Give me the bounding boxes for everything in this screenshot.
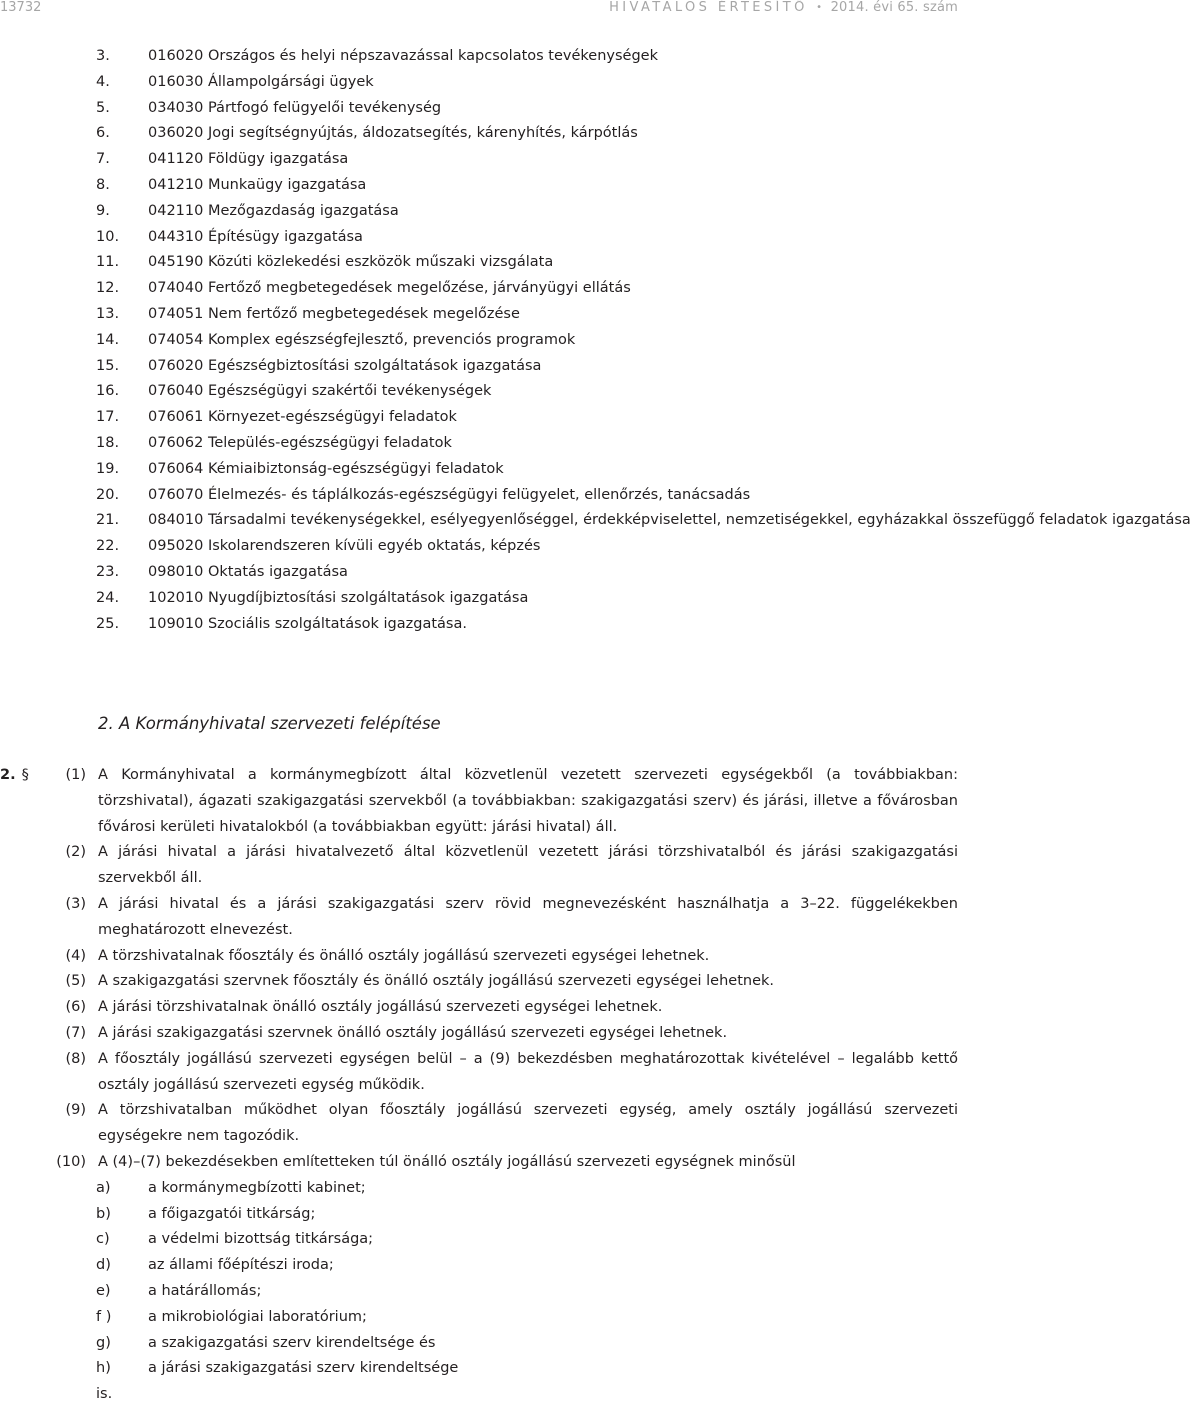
paragraph-text: A (4)–(7) bekezdésekben említetteken túl önálló osztály jogállású szervezeti egységnek minősül [98, 1153, 796, 1170]
list-item-number: 21. [96, 512, 120, 529]
list-item-text: 098010 Oktatás igazgatása [148, 563, 348, 580]
list-item-text: 074051 Nem fertőző megbetegedések megelőzése [148, 305, 520, 322]
list-item-text: 016030 Állampolgársági ügyek [148, 73, 374, 90]
paragraph-clause-number: (4) [65, 947, 86, 964]
list-item-text: 074040 Fertőző megbetegedések megelőzése, járványügyi ellátás [148, 280, 631, 297]
list-item [0, 586, 960, 612]
list-item-number: 17. [96, 409, 120, 426]
list-item-text: 095020 Iskolarendszeren kívüli egyéb oktatás, képzés [148, 538, 541, 555]
list-item-number: 22. [96, 538, 120, 555]
list-item-number: 16. [96, 383, 120, 400]
list-item-text: 076061 Környezet-egészségügyi feladatok [148, 409, 457, 426]
list-item-number: 15. [96, 357, 120, 374]
paragraph-clause-number: (10) [56, 1153, 86, 1170]
list-item-number: 4. [96, 73, 110, 90]
paragraph-text: A Kormányhivatal a kormánymegbízott által közvetlenül vezetett szervezeti egységekből (a továbbiakban: törzshivatal), ágazati szakigazgatási szervekből (a továbbiakban: szakigazgatási szerv) és járási, illetve a fővárosban fővárosi kerületi hivatalokból (a továbbiakban együtt: járási hivatal) áll. [98, 767, 958, 835]
paragraph-clause-number: (8) [65, 1050, 86, 1067]
list-item [0, 173, 960, 199]
list-item-number: 18. [96, 434, 120, 451]
list-item-text: 084010 Társadalmi tevékenységekkel, esélyegyenlőséggel, érdekképviselettel, nemzetiségekkel, egyházakkal összefüggő feladatok igazgatása [148, 512, 1191, 529]
sub-item-text: a főigazgatói titkárság; [148, 1205, 316, 1222]
sub-item-text: a mikrobiológiai laboratórium; [148, 1308, 367, 1325]
sub-item-letter: a) [96, 1179, 111, 1196]
list-item-text: 102010 Nyugdíjbiztosítási szolgáltatások igazgatása [148, 589, 529, 606]
list-item [0, 508, 1191, 534]
section-sign: § [21, 767, 29, 783]
page-header [0, 0, 960, 22]
list-item-number: 24. [96, 589, 120, 606]
list-item [0, 612, 960, 638]
publication-name: HIVATALOS ÉRTESÍTŐ [609, 0, 808, 15]
list-item-text: 016020 Országos és helyi népszavazással kapcsolatos tevékenységek [148, 48, 658, 64]
sub-item-letter: d) [96, 1257, 111, 1274]
paragraph-clause-number: (2) [65, 844, 86, 861]
list-item [0, 96, 960, 122]
list-item-text: 076040 Egészségügyi szakértői tevékenységek [148, 383, 492, 400]
list-item-number: 19. [96, 460, 120, 477]
paragraph [0, 840, 960, 892]
paragraph [0, 1150, 960, 1176]
sub-item-text: az állami főépítészi iroda; [148, 1257, 334, 1274]
paragraph [0, 892, 960, 944]
paragraph-clause-number: (6) [65, 999, 86, 1016]
list-item-text: 041210 Munkaügy igazgatása [148, 176, 367, 193]
list-item-number: 11. [96, 254, 120, 271]
paragraph [0, 969, 960, 995]
list-item [0, 457, 960, 483]
paragraph-text: A járási hivatal és a járási szakigazgatási szerv rövid megnevezésként használhatja a 3–22. függelékekben meghatározott elnevezést. [98, 895, 958, 938]
paragraph-number: 2. [0, 767, 16, 783]
paragraph-clause-number: (1) [65, 767, 86, 783]
list-item [0, 534, 960, 560]
sub-item [0, 1356, 960, 1382]
paragraph-clause-number: (3) [65, 895, 86, 912]
paragraph-text: A járási szakigazgatási szervnek önálló osztály jogállású szervezeti egységei lehetnek. [98, 1024, 728, 1041]
paragraph [0, 995, 960, 1021]
sub-item [0, 1279, 960, 1305]
list-item-text: 045190 Közúti közlekedési eszközök műszaki vizsgálata [148, 254, 554, 271]
paragraph-text: A járási törzshivatalnak önálló osztály jogállású szervezeti egységei lehetnek. [98, 999, 663, 1016]
sub-item [0, 1202, 960, 1228]
sub-item-text: a járási szakigazgatási szerv kirendeltsége [148, 1360, 459, 1377]
paragraph-text: A törzshivatalban működhet olyan főosztály jogállású szervezeti egység, amely osztály jogállású szervezeti egységekre nem tagozódik. [98, 1102, 958, 1145]
list-item-text: 074054 Komplex egészségfejlesztő, prevenciós programok [148, 331, 576, 348]
section-title: 2. A Kormányhivatal szervezeti felépítése [98, 714, 441, 733]
list-item-number: 10. [96, 228, 120, 245]
list-item [0, 302, 960, 328]
sub-item [0, 1227, 960, 1253]
list-item [0, 560, 960, 586]
list-item [0, 354, 960, 380]
list-item-text: 076064 Kémiaibiztonság-egészségügyi feladatok [148, 460, 504, 477]
list-item-text: 076070 Élelmezés- és táplálkozás-egészségügyi felügyelet, ellenőrzés, tanácsadás [148, 486, 751, 503]
separator-bullet: • [816, 2, 823, 13]
list-item [0, 121, 960, 147]
list-item [0, 328, 960, 354]
paragraph-body [0, 763, 960, 1408]
list-item-number: 7. [96, 151, 110, 168]
list-item-text: 044310 Építésügy igazgatása [148, 228, 363, 245]
list-item [0, 379, 960, 405]
paragraph-clause-number: (9) [65, 1102, 86, 1119]
list-item-text: 036020 Jogi segítségnyújtás, áldozatsegítés, kárenyhítés, kárpótlás [148, 125, 638, 142]
sub-item-letter: f ) [96, 1308, 112, 1325]
paragraph [0, 1021, 960, 1047]
paragraph-text: A törzshivatalnak főosztály és önálló osztály jogállású szervezeti egységei lehetnek. [98, 947, 710, 964]
list-item [0, 276, 960, 302]
list-item-number: 23. [96, 563, 120, 580]
paragraph [0, 763, 960, 840]
sub-item [0, 1176, 960, 1202]
list-item-text: 042110 Mezőgazdaság igazgatása [148, 202, 399, 219]
list-item-text: 109010 Szociális szolgáltatások igazgatása. [148, 615, 467, 632]
list-item-number: 13. [96, 305, 120, 322]
sub-item-letter: h) [96, 1360, 111, 1377]
paragraph [0, 1047, 960, 1099]
paragraph-clause-number: (5) [65, 973, 86, 990]
list-item-number: 12. [96, 280, 120, 297]
issue-number: 2014. évi 65. szám [830, 0, 958, 15]
page-number: 13732 [0, 0, 42, 15]
sub-item-text: a védelmi bizottság titkársága; [148, 1231, 374, 1248]
list-item [0, 483, 960, 509]
sub-item-letter: g) [96, 1334, 111, 1351]
closing-text: is. [96, 1386, 113, 1403]
sub-item [0, 1305, 960, 1331]
list-item-text: 076062 Település-egészségügyi feladatok [148, 434, 452, 451]
gazette-title [609, 0, 958, 16]
paragraph [0, 944, 960, 970]
paragraph-clause-number: (7) [65, 1024, 86, 1041]
list-item-number: 8. [96, 176, 110, 193]
list-item [0, 70, 960, 96]
list-item-number: 3. [96, 48, 110, 64]
sub-item-letter: c) [96, 1231, 110, 1248]
paragraph [0, 1098, 960, 1150]
list-item-text: 034030 Pártfogó felügyelői tevékenység [148, 99, 442, 116]
list-item [0, 250, 960, 276]
function-list [0, 44, 1191, 637]
list-item [0, 225, 960, 251]
sub-item-text: a kormánymegbízotti kabinet; [148, 1179, 366, 1196]
list-item-number: 5. [96, 99, 110, 116]
paragraph-text: A járási hivatal a járási hivatalvezető által közvetlenül vezetett járási törzshivatalból és járási szakigazgatási szervekből áll. [98, 844, 958, 887]
sub-item-letter: b) [96, 1205, 111, 1222]
sub-item [0, 1331, 960, 1357]
sub-item-letter: e) [96, 1282, 111, 1299]
list-item-number: 25. [96, 615, 120, 632]
list-item [0, 44, 960, 70]
list-item [0, 199, 960, 225]
sub-item-text: a határállomás; [148, 1282, 262, 1299]
paragraph-text: A szakigazgatási szervnek főosztály és önálló osztály jogállású szervezeti egységei lehetnek. [98, 973, 774, 990]
list-item [0, 431, 960, 457]
sub-item [0, 1253, 960, 1279]
list-item [0, 147, 960, 173]
paragraph-text: A főosztály jogállású szervezeti egységen belül – a (9) bekezdésben meghatározottak kivételével – legalább kettő osztály jogállású szervezeti egység működik. [98, 1050, 958, 1093]
list-item-number: 14. [96, 331, 120, 348]
list-item-number: 9. [96, 202, 110, 219]
list-item [0, 405, 960, 431]
list-item-number: 20. [96, 486, 120, 503]
list-item-text: 041120 Földügy igazgatása [148, 151, 349, 168]
list-item-text: 076020 Egészségbiztosítási szolgáltatások igazgatása [148, 357, 542, 374]
sub-item-text: a szakigazgatási szerv kirendeltsége és [148, 1334, 436, 1351]
list-item-number: 6. [96, 125, 110, 142]
